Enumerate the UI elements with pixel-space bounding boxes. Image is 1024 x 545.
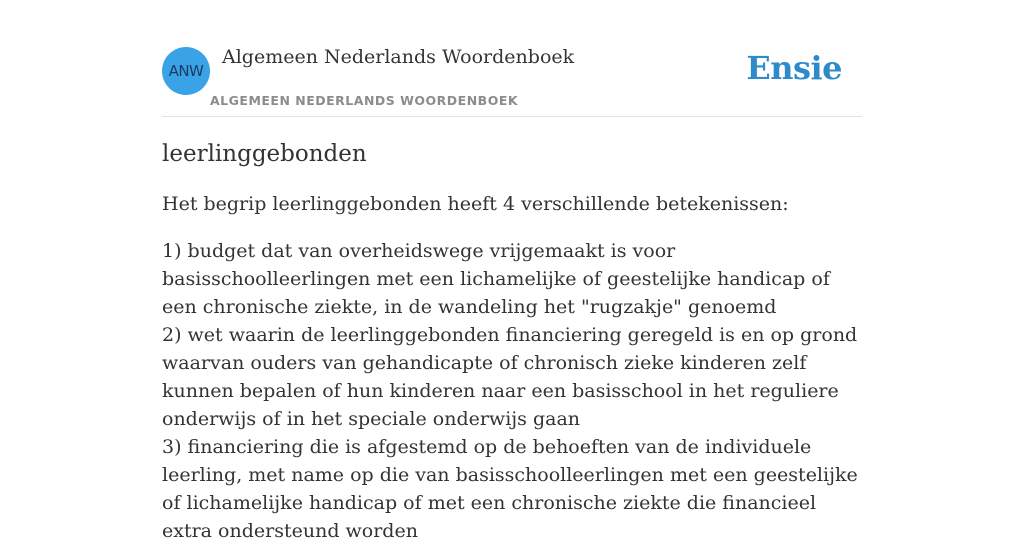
- definition-item: 2) wet waarin de leerlinggebonden financiering geregeld is en op grond waarvan ouders van gehandicapte of chronisch zieke kinderen zelf kunnen bepalen of hun kinderen naar een basisschool in het reguliere onderwijs of in het speciale onderwijs gaan: [162, 324, 858, 430]
- entry-term: leerlinggebonden: [162, 141, 367, 167]
- logo-text: ANW: [168, 62, 204, 80]
- definition-item: 3) financiering die is afgestemd op de behoeften van de individuele leerling, met name op die van basisschoolleerlingen met een geestelijke of lichamelijke handicap of met een chronische ziekte die financieel extra ondersteund worden: [162, 436, 858, 542]
- entry-intro: Het begrip leerlinggebonden heeft 4 verschillende betekenissen:: [162, 193, 789, 215]
- dictionary-subtitle: ALGEMEEN NEDERLANDS WOORDENBOEK: [210, 93, 519, 108]
- site-header: [162, 0, 862, 117]
- definition-list: [162, 237, 862, 545]
- definition-item: 1) budget dat van overheidswege vrijgemaakt is voor basisschoolleerlingen met een lichamelijke of geestelijke handicap of een chronische ziekte, in de wandeling het "rugzakje" genoemd: [162, 240, 830, 318]
- dictionary-title[interactable]: Algemeen Nederlands Woordenboek: [222, 46, 575, 68]
- entry-content: [162, 138, 862, 545]
- anw-logo[interactable]: [162, 47, 210, 95]
- ensie-brand-logo[interactable]: Ensie: [746, 49, 842, 87]
